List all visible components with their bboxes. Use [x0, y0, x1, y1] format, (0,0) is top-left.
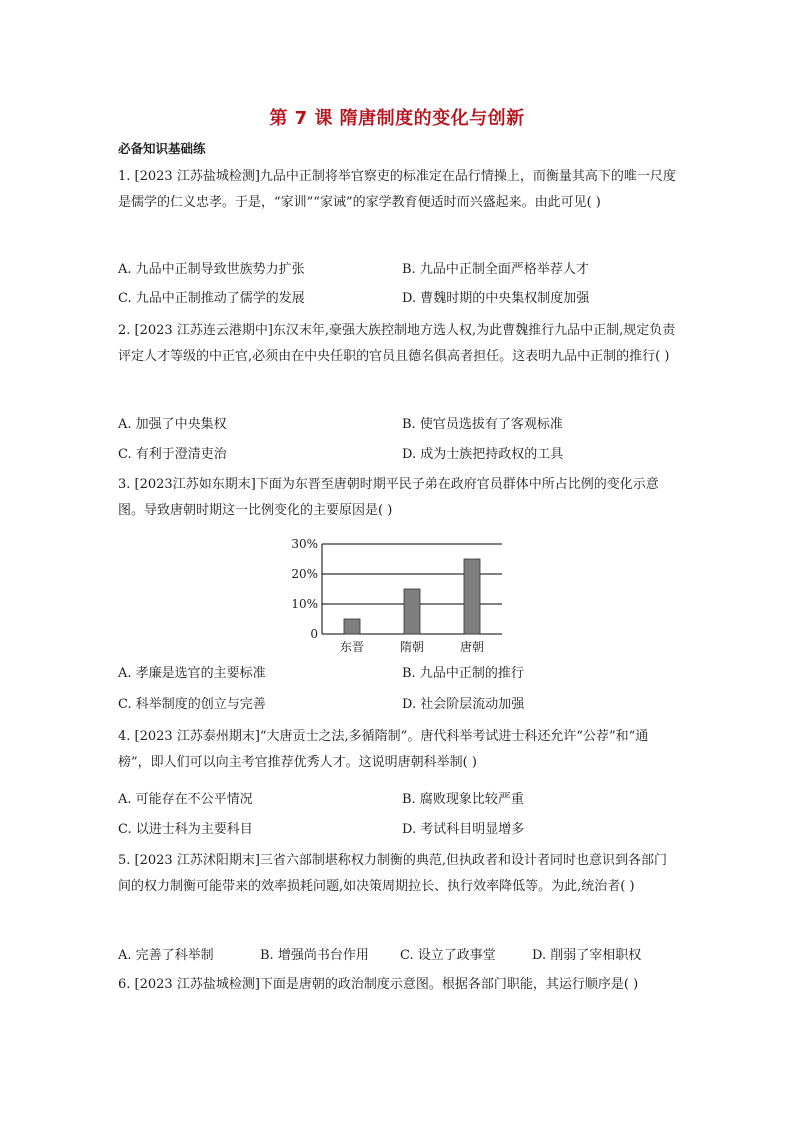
chart-y-tick-label: 0 — [310, 627, 318, 641]
chart-y-ticks — [291, 537, 318, 641]
chart-y-tick-label: 10% — [291, 597, 318, 611]
question-5-option-a: A. 完善了科举制 — [118, 948, 214, 963]
question-1-option-b: B. 九品中正制全面严格举荐人才 — [402, 262, 589, 277]
question-4-option-b: B. 腐败现象比较严重 — [402, 792, 524, 807]
question-2-option-a: A. 加强了中央集权 — [118, 417, 227, 432]
chart-bar — [404, 589, 420, 634]
question-5-option-d: D. 削弱了宰相职权 — [532, 948, 642, 963]
question-3-option-b: B. 九品中正制的推行 — [402, 666, 524, 681]
question-4-option-c: C. 以进士科为主要科目 — [118, 822, 253, 837]
page-title: 第 7 课 隋唐制度的变化与创新 — [269, 108, 525, 129]
chart-category-label: 东晋 — [339, 640, 365, 654]
question-5-option-b: B. 增强尚书台作用 — [260, 948, 369, 963]
question-3-option-c: C. 科举制度的创立与完善 — [118, 697, 266, 712]
chart-bars — [344, 559, 480, 634]
question-2-stem: 2. [2023 江苏连云港期中]东汉末年,豪强大族控制地方选人权,为此曹魏推行九品中正制,规定负责评定人才等级的中正官,必须由在中央任职的官员且德名俱高者担任。这表明九品中正制的推行( ) — [118, 323, 676, 364]
question-3-option-a: A. 孝廉是选官的主要标准 — [118, 666, 266, 681]
question-1-option-c: C. 九品中正制推动了儒学的发展 — [118, 291, 305, 306]
chart-category-label: 唐朝 — [459, 640, 485, 654]
chart-category-label: 隋朝 — [399, 640, 425, 654]
chart-bar — [344, 619, 360, 634]
chart-y-tick-label: 20% — [291, 567, 318, 581]
question-5-option-c: C. 设立了政事堂 — [400, 948, 496, 963]
chart-y-tick-label: 30% — [291, 537, 318, 551]
chart-bar — [464, 559, 480, 634]
question-6-stem: 6. [2023 江苏盐城检测]下面是唐朝的政治制度示意图。根据各部门职能，其运行顺序是( ) — [118, 977, 639, 992]
question-2-option-c: C. 有利于澄清吏治 — [118, 447, 227, 462]
question-3-option-d: D. 社会阶层流动加强 — [402, 697, 525, 712]
question-4-option-a: A. 可能存在不公平情况 — [118, 792, 253, 807]
chart-categories — [340, 639, 484, 654]
section-heading: 必备知识基础练 — [118, 141, 206, 156]
question-1-option-d: D. 曹魏时期的中央集权制度加强 — [402, 291, 590, 306]
question-2-option-d: D. 成为士族把持政权的工具 — [402, 447, 564, 462]
question-1-option-a: A. 九品中正制导致世族势力扩张 — [118, 262, 305, 277]
question-1-stem: 1. [2023 江苏盐城检测]九品中正制将举官察吏的标准定在品行情操上，而衡量其高下的唯一尺度是儒学的仁义忠孝。于是，“家训”“家诫”的家学教育便适时而兴盛起来。由此可见( ) — [118, 169, 676, 210]
question-5-stem: 5. [2023 江苏沭阳期末]三省六部制堪称权力制衡的典范,但执政者和设计者同时也意识到各部门间的权力制衡可能带来的效率损耗问题,如决策周期拉长、执行效率降低等。为此,统治者( ) — [118, 853, 668, 894]
question-3-stem: 3. [2023江苏如东期末]下面为东晋至唐朝时期平民子弟在政府官员群体中所占比例的变化示意图。导致唐朝时期这一比例变化的主要原因是( ) — [118, 477, 659, 518]
bar-chart — [270, 530, 520, 656]
question-4-option-d: D. 考试科目明显增多 — [402, 822, 525, 837]
question-2-option-b: B. 使官员选拔有了客观标准 — [402, 417, 563, 432]
question-4-stem: 4. [2023 江苏泰州期末]“大唐贡士之法,多循隋制”。唐代科举考试进士科还允许“公荐”和“通榜”，即人们可以向主考官推荐优秀人才。这说明唐朝科举制( ) — [118, 729, 649, 770]
